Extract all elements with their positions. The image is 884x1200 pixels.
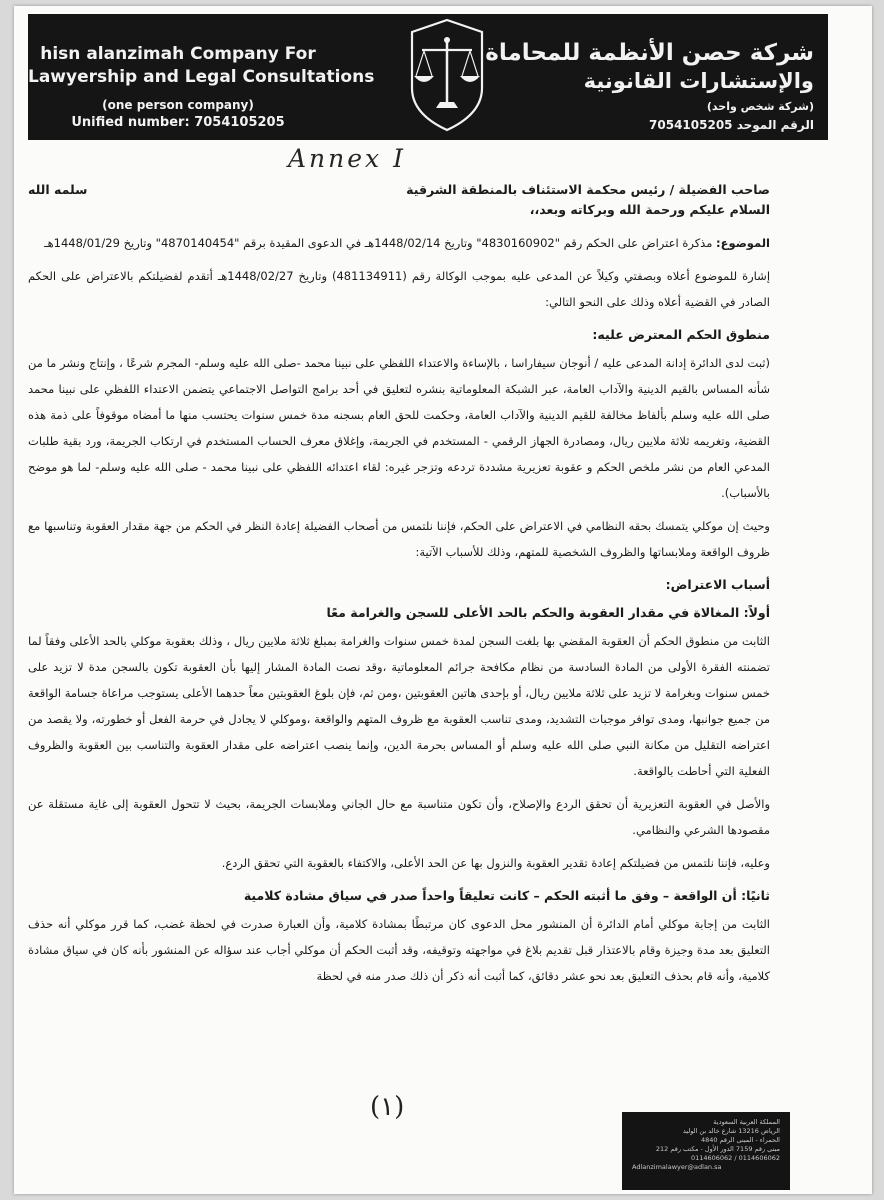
company-name-ar: شركة حصن الأنظمة للمحاماة <box>485 40 814 66</box>
subject-line <box>28 230 770 256</box>
footer-contact-box <box>622 1112 790 1190</box>
reason-1-text-3: وعليه، فإننا نلتمس من فضيلتكم إعادة تقدير العقوبة والنزول بها عن الحد الأعلى، والاكتفاء بالعقوبة التي تحقق الردع. <box>221 856 770 870</box>
footer-line: مبنى رقم 7159 الدور الأول - مكتب رقم 212 <box>655 1145 780 1153</box>
reason-1-text: الثابت من منطوق الحكم أن العقوبة المقضي بها بلغت السجن لمدة خمس سنوات والغرامة بمبلغ ثلاثة ملايين ريال ، وذلك بعقوبة موكلي بالحد الأعلى وفقاً لما تضمنته الفقرة الأولى من المادة السادسة من نظام مكافحة جرائم المعلوماتية ،وقد نصت المادة المشار إليها بأن العقوبة تكون بالسجن مدة لا تزيد على خمس سنوات وبغرامة لا تزيد على ثلاثة ملايين ريال، أو بإحدى هاتين العقوبتين ،ومن ثم، فإن بلوغ العقوبتين معاً حدهما الأعلى يستوجب مراعاة جسامة الواقعة من جميع جوانبها، ومدى توافر موجبات التشديد، ومدى تناسب العقوبة مع ظروف المتهم والواقعة ،وموكلي لا يجادل في حرمة الفعل أو خطورته، ولا يقصد من اعتراضه التقليل من مكانة النبي صلى الله عليه وسلم أو المساس بحرمة الدين، وإنما ينصب اعتراضه على مقدار العقوبة والتناسب بين العقوبة والظروف الفعلية التي أحاطت بالواقعة. <box>28 634 770 778</box>
company-subtitle-ar: والإستشارات القانونية <box>583 69 814 93</box>
reason-2-text: الثابت من إجابة موكلي أمام الدائرة أن المنشور محل الدعوى كان مرتبطًا بمشادة كلامية، وأن العبارة صدرت في لحظة غضب، كما قرر موكلي أنه حذف التعليق بعد مدة وجيزة وقام بالاعتذار قبل تقديم بلاغ في مواجهته وتوقيفه، وقد أثبت الحكم أن موكلي أجاب عند سؤاله عن المنشور بأنه كان في سياق مشادة كلامية، وأنه قام بحذف التعليق بعد نحو عشر دقائق، كما أثبت أنه ذكر أن ذلك صدر منه في لحظة <box>28 917 770 983</box>
intro-paragraph: إشارة للموضوع أعلاه وبصفتي وكيلاً عن المدعى عليه بموجب الوكالة رقم (481134911) وتاريخ 1448/02/27هـ أتقدم لفضيلتكم بالاعتراض على الحكم الصادر في القضية أعلاه وذلك على النحو التالي: <box>28 269 771 309</box>
unified-number-en: Unified number: 7054105205 <box>71 115 285 130</box>
reason-1-text-2: والأصل في العقوبة التعزيرية أن تحقق الردع والإصلاح، وأن تكون متناسبة مع حال الجاني وملابسات الجريمة، بحيث لا تتحول العقوبة إلى غاية مستقلة عن مقصودها الشرعي والنظامي. <box>28 797 770 837</box>
unified-number-ar: الرقم الموحد 7054105205 <box>649 118 814 132</box>
company-subtitle-en: Lawyership and Legal Consultations <box>28 67 375 87</box>
letter-body <box>28 182 770 1082</box>
footer-line: المملكة العربية السعودية <box>713 1118 780 1126</box>
page-number: (١) <box>370 1092 405 1122</box>
salutation-right: سلمه الله <box>28 182 88 197</box>
footer-line: 0114606062 / 0114606062 <box>690 1154 780 1162</box>
company-type-ar: (شركة شخص واحد) <box>706 100 814 113</box>
greeting: السلام عليكم ورحمة الله وبركاته وبعد،، <box>529 202 770 217</box>
subject-text: مذكرة اعتراض على الحكم رقم "4830160902" وتاريخ 1448/02/14هـ في الدعوى المقيدة برقم "4870140454" وتاريخ 1448/01/29هـ <box>44 236 713 250</box>
annex-handwritten-label: Annex I <box>288 144 406 173</box>
reason-1-title: أولاً: المغالاة في مقدار العقوبة والحكم بالحد الأعلى للسجن والغرامة معًا <box>326 605 770 620</box>
subject-label: الموضوع: <box>716 236 770 250</box>
scales-of-justice-icon <box>398 18 496 132</box>
section-judgment-title: منطوق الحكم المعترض عليه: <box>592 327 770 342</box>
addressee: صاحب الفضيلة / رئيس محكمة الاستئناف بالمنطقة الشرقية <box>406 182 770 197</box>
section-reasons-title: أسباب الاعتراض: <box>665 577 770 592</box>
footer-email: Adlanzimalawyer@adlan.sa <box>632 1163 722 1171</box>
document-page <box>14 6 872 1194</box>
company-type-en: (one person company) <box>102 98 254 112</box>
section-judgment-text: (ثبت لدى الدائرة إدانة المدعى عليه / أنوجان سيفاراسا ، بالإساءة والاعتداء اللفظي على نبينا محمد -صلى الله عليه وسلم- المجرم شرعًا ، وإنتاج ونشر ما من شأنه المساس بالقيم الدينية والآداب العامة، عبر الشبكة المعلوماتية بنشره لتعليق في أحد برامج التواصل الاجتماعي يتضمن الاعتداء اللفظي على نبينا محمد صلى الله عليه وسلم بألفاظ مخالفة للقيم الدينية والآداب العامة، وحكمت للحق العام بسجنه مدة خمس سنوات يحتسب منها ما أمضاه موقوفاً على ذمة هذه القضية، وتغريمه ثلاثة ملايين ريال، ومصادرة الجهاز الرقمي - المستخدم في الجريمة، وإغلاق معرف الحساب المستخدم في ارتكاب الجريمة، ورد بقية طلبات المدعي العام من نشر ملخص الحكم و عقوبة تعزيرية مشددة تردعه وتزجر غيره: لقاء اعتدائه اللفظي على نبينا محمد - صلى الله عليه وسلم- لما هو موضح بالأسباب). <box>28 356 770 500</box>
addressee-row <box>28 182 770 197</box>
company-name-en: hisn alanzimah Company For <box>40 44 316 64</box>
footer-line: الرياض 13216 شارع خالد بن الوليد <box>682 1127 780 1135</box>
request-paragraph: وحيث إن موكلي يتمسك بحقه النظامي في الاعتراض على الحكم، فإننا نلتمس من أصحاب الفضيلة إعادة النظر في الحكم من جهة مقدار العقوبة وتناسبها مع ظروف الواقعة وملابساتها والظروف الشخصية للمتهم، وذلك للأسباب الآتية: <box>28 519 770 559</box>
reason-2-title: ثانيًا: أن الواقعة – وفق ما أثبته الحكم – كانت تعليقاً واحداً صدر في سياق مشادة كلامية <box>243 888 770 903</box>
footer-line: الحمراء - المبنى الرقم 4840 <box>700 1136 780 1144</box>
letterhead <box>28 14 828 140</box>
